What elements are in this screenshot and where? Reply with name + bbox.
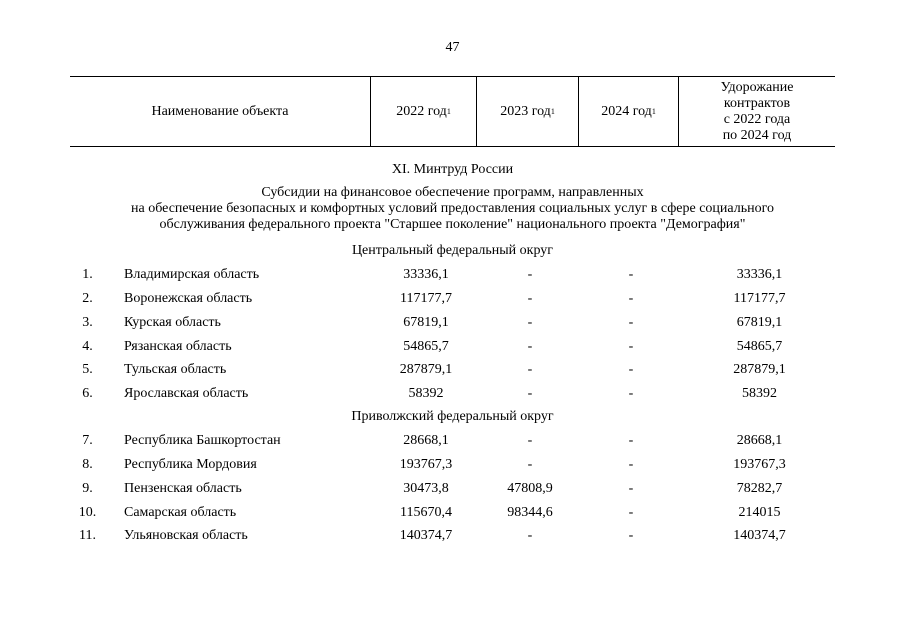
header-2023-label: 2023 год <box>500 103 551 119</box>
row-name: Республика Мордовия <box>124 457 257 472</box>
row-name: Самарская область <box>124 505 237 520</box>
table-row <box>0 456 905 474</box>
region-header-central: Центральный федеральный округ <box>351 243 554 258</box>
subsidy-line: обслуживания федерального проекта "Старшее поколение" национального проекта "Демография" <box>159 217 746 232</box>
region-header-volga: Приволжский федеральный округ <box>351 409 554 424</box>
row-2023-value: - <box>527 457 533 472</box>
header-increase-column <box>678 77 835 146</box>
row-increase-value: 78282,7 <box>736 481 783 496</box>
row-2023-value: - <box>527 267 533 282</box>
row-2023-value: - <box>527 291 533 306</box>
row-increase-value: 33336,1 <box>736 267 783 282</box>
row-2024-value: - <box>628 481 634 496</box>
row-increase-value: 287879,1 <box>733 362 786 377</box>
table-row <box>0 432 905 450</box>
row-number: 7. <box>82 433 93 448</box>
header-increase-line: с 2022 года <box>723 111 791 127</box>
row-2023-value: - <box>527 433 533 448</box>
row-2023-value: 47808,9 <box>507 481 553 496</box>
table-row <box>0 338 905 356</box>
row-2022-value: 67819,1 <box>403 315 449 330</box>
row-name: Пензенская область <box>124 481 242 496</box>
row-2023-value: - <box>527 386 533 401</box>
row-2022-value: 117177,7 <box>400 291 452 306</box>
table-row <box>0 480 905 498</box>
header-2022-label: 2022 год <box>396 103 447 119</box>
row-name: Ульяновская область <box>124 528 248 543</box>
row-number: 6. <box>82 386 93 401</box>
row-2022-value: 54865,7 <box>403 339 449 354</box>
row-name: Тульская область <box>124 362 227 377</box>
row-2024-value: - <box>628 315 634 330</box>
row-2023-value: - <box>527 315 533 330</box>
row-2022-value: 28668,1 <box>403 433 449 448</box>
subsidy-description <box>70 185 835 233</box>
row-2024-value: - <box>628 291 634 306</box>
table-row <box>0 266 905 284</box>
row-2022-value: 115670,4 <box>400 505 452 520</box>
row-number: 9. <box>82 481 93 496</box>
row-number: 5. <box>82 362 93 377</box>
row-name: Рязанская область <box>124 339 232 354</box>
table-row <box>0 527 905 545</box>
row-2024-value: - <box>628 433 634 448</box>
row-increase-value: 117177,7 <box>733 291 786 306</box>
header-2023-column: 2023 год 1 <box>476 77 578 146</box>
row-2024-value: - <box>628 505 634 520</box>
row-2023-value: 98344,6 <box>507 505 553 520</box>
row-2022-value: 193767,3 <box>399 457 453 472</box>
row-increase-value: 214015 <box>738 505 781 520</box>
table-row <box>0 504 905 522</box>
header-increase-line: Удорожание <box>720 79 794 95</box>
row-name: Воронежская область <box>124 291 253 306</box>
row-2023-value: - <box>527 528 533 543</box>
row-increase-value: 58392 <box>742 386 777 401</box>
subsidy-line: на обеспечение безопасных и комфортных условий предоставления социальных услуг в сфере социального <box>131 201 774 216</box>
table-row <box>0 385 905 403</box>
row-number: 8. <box>82 457 93 472</box>
row-2024-value: - <box>628 528 634 543</box>
table-header <box>70 76 835 147</box>
header-2022-column: 2022 год 1 <box>370 77 476 146</box>
row-2024-value: - <box>628 386 634 401</box>
row-number: 4. <box>82 339 93 354</box>
header-name-column: Наименование объекта <box>151 103 289 119</box>
row-2023-value: - <box>527 339 533 354</box>
row-increase-value: 193767,3 <box>733 457 786 472</box>
row-number: 3. <box>82 315 93 330</box>
row-2022-value: 140374,7 <box>399 528 453 543</box>
row-2023-value: - <box>527 362 533 377</box>
row-name: Курская область <box>124 315 221 330</box>
row-2024-value: - <box>628 339 634 354</box>
row-name: Республика Башкортостан <box>124 433 281 448</box>
section-title: XI. Минтруд России <box>391 162 514 177</box>
header-increase-line: контрактов <box>723 95 791 111</box>
row-number: 10. <box>78 505 97 520</box>
header-increase-line: по 2024 год <box>722 127 792 143</box>
header-2024-label: 2024 год <box>601 103 652 119</box>
row-2022-value: 33336,1 <box>403 267 449 282</box>
subsidy-line: Субсидии на финансовое обеспечение программ, направленных <box>261 185 644 200</box>
row-name: Владимирская область <box>124 267 260 282</box>
row-increase-value: 140374,7 <box>733 528 786 543</box>
row-2022-value: 58392 <box>408 386 444 401</box>
row-2024-value: - <box>628 362 634 377</box>
row-number: 11. <box>79 528 96 543</box>
row-increase-value: 54865,7 <box>736 339 783 354</box>
table-row <box>0 314 905 332</box>
row-number: 1. <box>82 267 93 282</box>
row-increase-value: 28668,1 <box>736 433 783 448</box>
page-number: 47 <box>445 40 460 55</box>
row-2024-value: - <box>628 267 634 282</box>
table-row <box>0 290 905 308</box>
row-increase-value: 67819,1 <box>736 315 783 330</box>
table-row <box>0 361 905 379</box>
row-2022-value: 287879,1 <box>399 362 453 377</box>
header-2024-column: 2024 год 1 <box>578 77 678 146</box>
row-name: Ярославская область <box>124 386 249 401</box>
row-2024-value: - <box>628 457 634 472</box>
row-2022-value: 30473,8 <box>403 481 449 496</box>
row-number: 2. <box>82 291 93 306</box>
